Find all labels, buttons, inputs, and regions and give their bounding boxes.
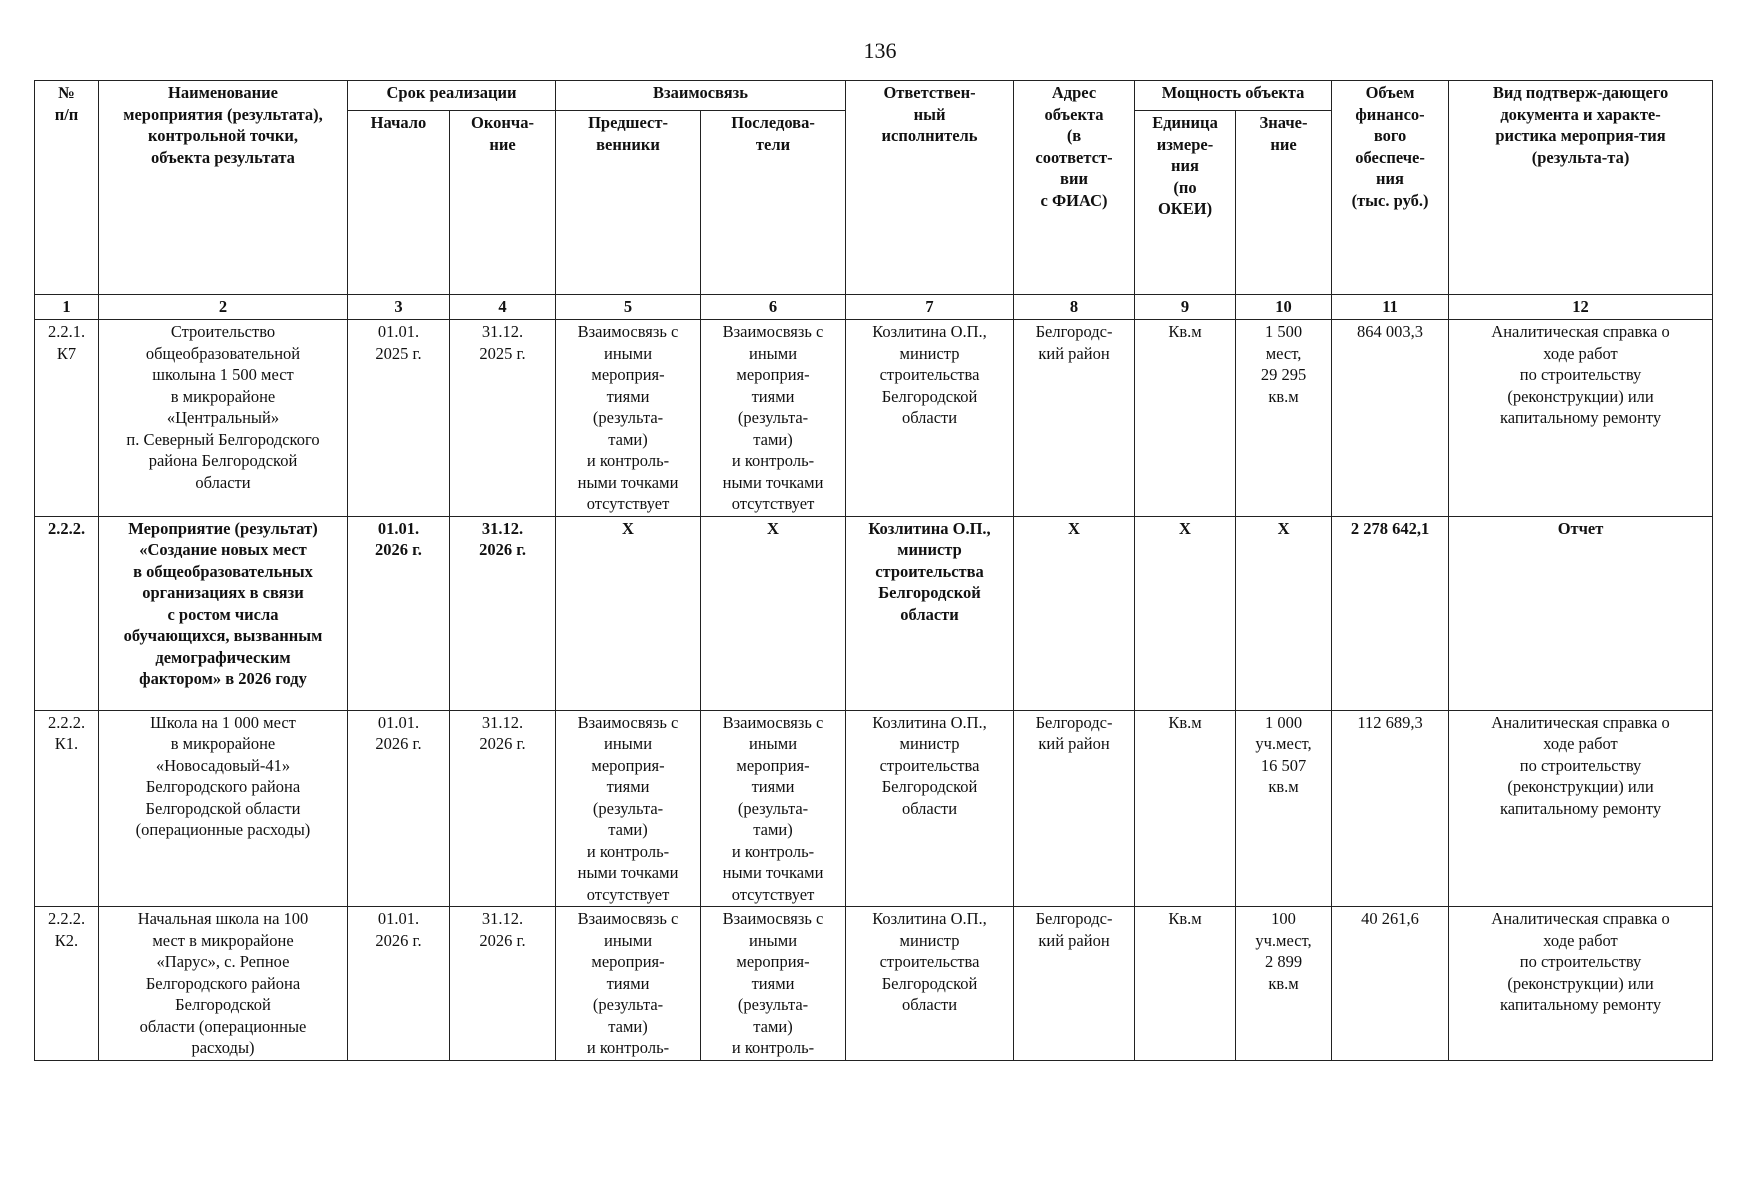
cell-successors: Взаимосвязь с иными мероприя- тиями (результа- тами) и контроль- ными точками отсутствует	[701, 320, 846, 517]
col-number: 7	[846, 295, 1014, 320]
cell-address: Х	[1014, 516, 1135, 710]
cell-responsible: Козлитина О.П., министр строительства Белгородской области	[846, 320, 1014, 517]
header-name: Наименование мероприятия (результата), контрольной точки, объекта результата	[99, 81, 348, 295]
page-number: 136	[863, 38, 897, 63]
cell-name: Строительство общеобразовательной школына 1 500 мест в микрорайоне «Центральный» п. Северный Белгородского района Белгородской области	[99, 320, 348, 517]
header-row-1	[35, 81, 1713, 111]
cell-num: 2.2.2. К2.	[35, 907, 99, 1061]
table-row	[35, 710, 1713, 907]
col-number: 1	[35, 295, 99, 320]
cell-financing: 112 689,3	[1332, 710, 1449, 907]
header-start: Начало	[348, 111, 450, 295]
cell-name: Мероприятие (результат) «Создание новых мест в общеобразовательных организациях в связи с ростом числа обучающихся, вызванным демографическим фактором» в 2026 году	[99, 516, 348, 710]
col-number: 4	[450, 295, 556, 320]
col-number: 11	[1332, 295, 1449, 320]
cell-successors: Взаимосвязь с иными мероприя- тиями (результа- тами) и контроль-	[701, 907, 846, 1061]
cell-responsible: Козлитина О.П., министр строительства Белгородской области	[846, 516, 1014, 710]
table-row	[35, 907, 1713, 1061]
col-number: 9	[1135, 295, 1236, 320]
cell-value: Х	[1236, 516, 1332, 710]
cell-unit: Кв.м	[1135, 710, 1236, 907]
header-end: Оконча- ние	[450, 111, 556, 295]
cell-num: 2.2.1. К7	[35, 320, 99, 517]
cell-value: 1 500 мест, 29 295 кв.м	[1236, 320, 1332, 517]
cell-start: 01.01. 2025 г.	[348, 320, 450, 517]
cell-end: 31.12. 2026 г.	[450, 516, 556, 710]
cell-document: Аналитическая справка о ходе работ по строительству (реконструкции) или капитальному ремонту	[1449, 907, 1713, 1061]
col-number: 3	[348, 295, 450, 320]
header-responsible: Ответствен- ный исполнитель	[846, 81, 1014, 295]
cell-end: 31.12. 2026 г.	[450, 710, 556, 907]
col-number: 6	[701, 295, 846, 320]
header-term-group: Срок реализации	[348, 81, 556, 111]
col-number: 10	[1236, 295, 1332, 320]
cell-unit: Кв.м	[1135, 907, 1236, 1061]
header-financing: Объем финансо- вого обеспече- ния (тыс. руб.)	[1332, 81, 1449, 295]
cell-start: 01.01. 2026 г.	[348, 907, 450, 1061]
header-power-group: Мощность объекта	[1135, 81, 1332, 111]
column-number-row	[35, 295, 1713, 320]
cell-num: 2.2.2. К1.	[35, 710, 99, 907]
cell-end: 31.12. 2026 г.	[450, 907, 556, 1061]
cell-financing: 864 003,3	[1332, 320, 1449, 517]
cell-responsible: Козлитина О.П., министр строительства Белгородской области	[846, 710, 1014, 907]
header-unit: Единица измере- ния (по ОКЕИ)	[1135, 111, 1236, 295]
cell-value: 100 уч.мест, 2 899 кв.м	[1236, 907, 1332, 1061]
cell-address: Белгородс- кий район	[1014, 320, 1135, 517]
cell-predecessors: Взаимосвязь с иными мероприя- тиями (результа- тами) и контроль- ными точками отсутствует	[556, 710, 701, 907]
header-document: Вид подтверж-дающего документа и характе- ристика мероприя-тия (результа-та)	[1449, 81, 1713, 295]
col-number: 2	[99, 295, 348, 320]
table-row	[35, 320, 1713, 517]
cell-start: 01.01. 2026 г.	[348, 516, 450, 710]
header-predecessors: Предшест- венники	[556, 111, 701, 295]
activities-table	[34, 80, 1713, 1061]
cell-responsible: Козлитина О.П., министр строительства Белгородской области	[846, 907, 1014, 1061]
col-number: 5	[556, 295, 701, 320]
col-number: 8	[1014, 295, 1135, 320]
cell-name: Школа на 1 000 мест в микрорайоне «Новосадовый-41» Белгородского района Белгородской области (операционные расходы)	[99, 710, 348, 907]
header-address: Адрес объекта (в соответст- вии с ФИАС)	[1014, 81, 1135, 295]
cell-document: Отчет	[1449, 516, 1713, 710]
cell-unit: Кв.м	[1135, 320, 1236, 517]
cell-name: Начальная школа на 100 мест в микрорайоне «Парус», с. Репное Белгородского района Белгородской области (операционные расходы)	[99, 907, 348, 1061]
cell-predecessors: Взаимосвязь с иными мероприя- тиями (результа- тами) и контроль- ными точками отсутствует	[556, 320, 701, 517]
cell-document: Аналитическая справка о ходе работ по строительству (реконструкции) или капитальному ремонту	[1449, 320, 1713, 517]
col-number: 12	[1449, 295, 1713, 320]
cell-unit: Х	[1135, 516, 1236, 710]
cell-value: 1 000 уч.мест, 16 507 кв.м	[1236, 710, 1332, 907]
header-num: № п/п	[35, 81, 99, 295]
cell-predecessors: Х	[556, 516, 701, 710]
table-row	[35, 516, 1713, 710]
cell-predecessors: Взаимосвязь с иными мероприя- тиями (результа- тами) и контроль-	[556, 907, 701, 1061]
header-successors: Последова- тели	[701, 111, 846, 295]
cell-successors: Х	[701, 516, 846, 710]
cell-address: Белгородс- кий район	[1014, 710, 1135, 907]
cell-successors: Взаимосвязь с иными мероприя- тиями (результа- тами) и контроль- ными точками отсутствует	[701, 710, 846, 907]
header-value: Значе- ние	[1236, 111, 1332, 295]
cell-start: 01.01. 2026 г.	[348, 710, 450, 907]
cell-financing: 40 261,6	[1332, 907, 1449, 1061]
cell-num: 2.2.2.	[35, 516, 99, 710]
cell-address: Белгородс- кий район	[1014, 907, 1135, 1061]
cell-document: Аналитическая справка о ходе работ по строительству (реконструкции) или капитальному ремонту	[1449, 710, 1713, 907]
cell-financing: 2 278 642,1	[1332, 516, 1449, 710]
header-link-group: Взаимосвязь	[556, 81, 846, 111]
cell-end: 31.12. 2025 г.	[450, 320, 556, 517]
